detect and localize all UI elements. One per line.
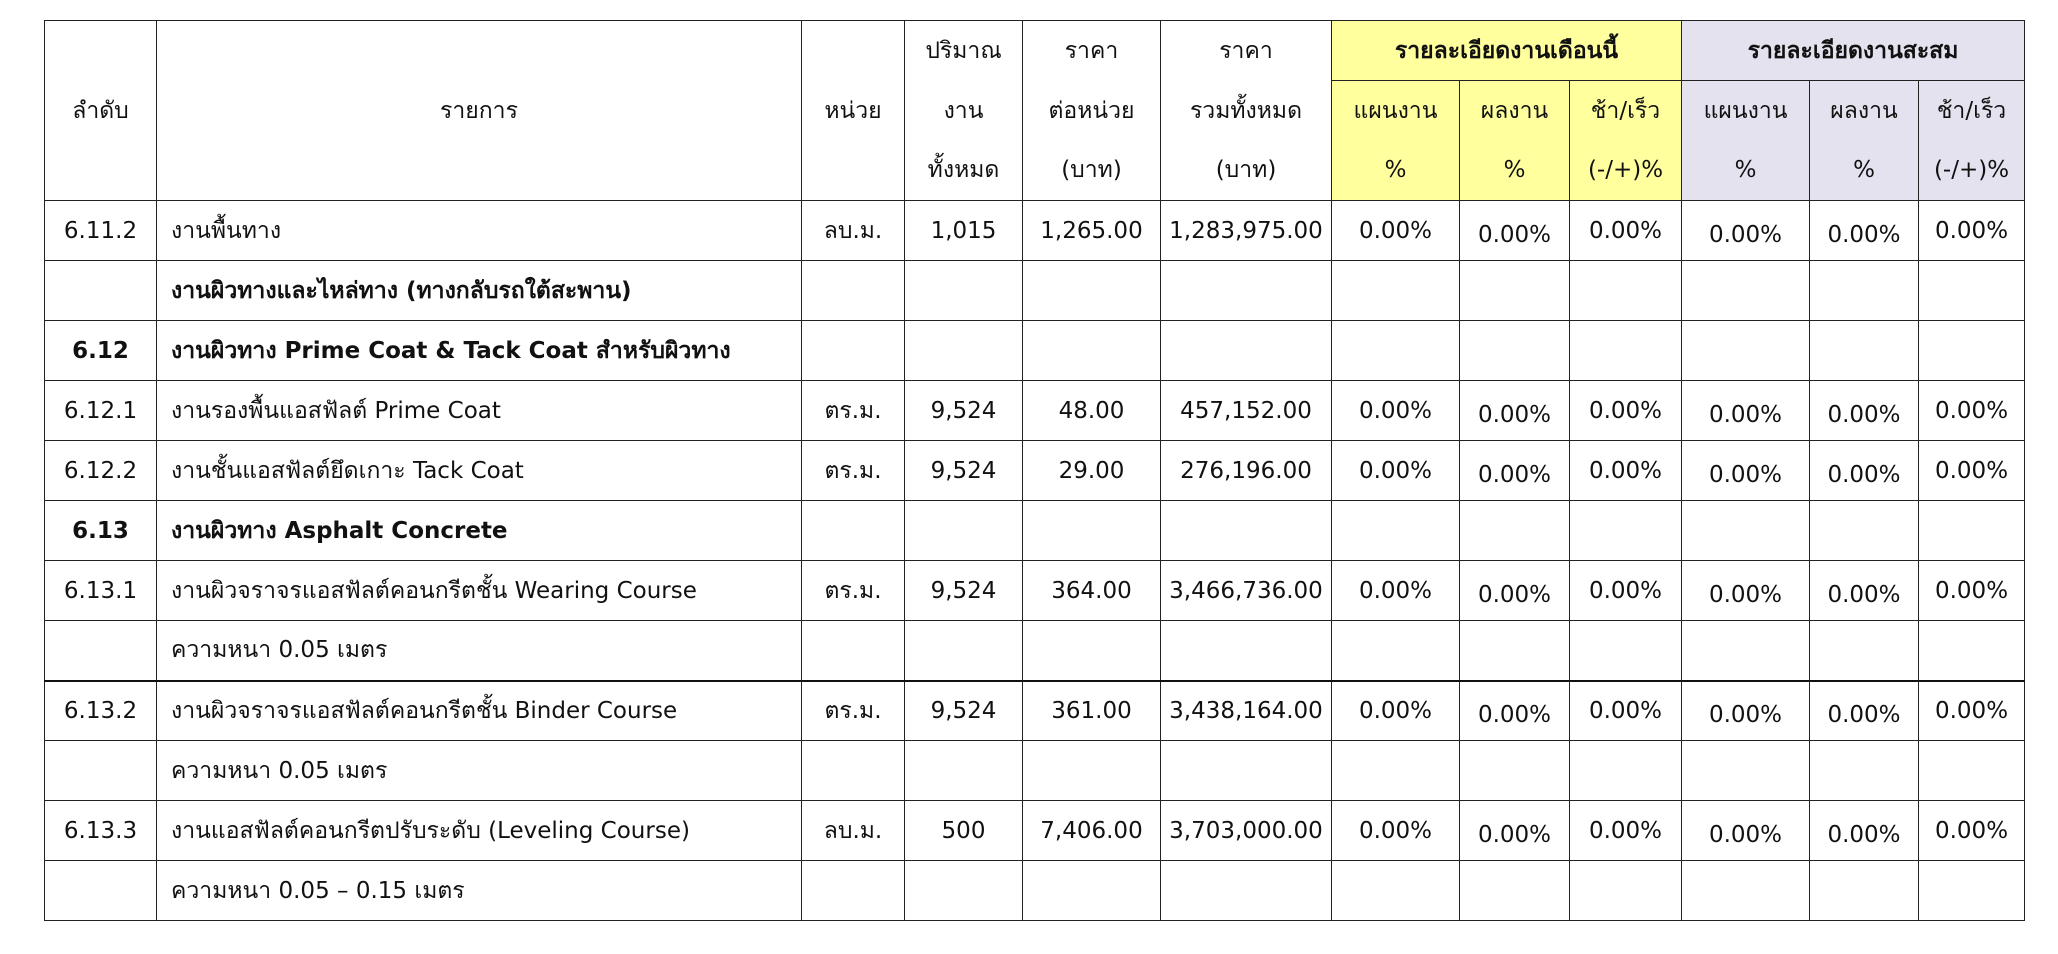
row-cum-result — [1810, 501, 1919, 561]
row-month-plan — [1332, 501, 1460, 561]
row-total — [1161, 321, 1332, 381]
header-cum-result-unit: % — [1810, 141, 1919, 201]
row-unit-price — [1023, 261, 1161, 321]
row-no: 6.13 — [45, 501, 157, 561]
row-item: งานพื้นทาง — [157, 201, 802, 261]
header-group-cumulative: รายละเอียดงานสะสม — [1682, 21, 2025, 81]
header-no-bottom — [45, 141, 157, 201]
row-cum-plan: 0.00% — [1682, 201, 1810, 261]
row-month-plan: 0.00% — [1332, 381, 1460, 441]
table-row — [45, 561, 2025, 621]
row-month-diff — [1570, 861, 1682, 921]
row-qty: 500 — [905, 801, 1023, 861]
row-cum-diff — [1919, 861, 2025, 921]
row-cum-diff — [1919, 501, 2025, 561]
row-unit — [802, 261, 905, 321]
row-qty — [905, 741, 1023, 801]
table-row — [45, 861, 2025, 921]
row-unit — [802, 501, 905, 561]
row-item: งานผิวจราจรแอสฟัลต์คอนกรีตชั้น Wearing Course — [157, 561, 802, 621]
row-no — [45, 261, 157, 321]
row-unit-price: 361.00 — [1023, 681, 1161, 741]
row-unit-price: 364.00 — [1023, 561, 1161, 621]
row-total — [1161, 861, 1332, 921]
row-unit-price — [1023, 741, 1161, 801]
row-month-plan: 0.00% — [1332, 801, 1460, 861]
row-month-plan — [1332, 321, 1460, 381]
table-row — [45, 441, 2025, 501]
row-item: งานผิวทาง Prime Coat & Tack Coat สำหรับผิวทาง — [157, 321, 802, 381]
table-row — [45, 621, 2025, 681]
header-cum-plan-unit: % — [1682, 141, 1810, 201]
row-item: ความหนา 0.05 เมตร — [157, 621, 802, 681]
row-unit-price: 48.00 — [1023, 381, 1161, 441]
row-unit: ตร.ม. — [802, 561, 905, 621]
row-unit: ลบ.ม. — [802, 801, 905, 861]
row-unit-price — [1023, 861, 1161, 921]
row-unit: ตร.ม. — [802, 441, 905, 501]
row-month-diff — [1570, 501, 1682, 561]
row-month-plan — [1332, 621, 1460, 681]
row-month-diff — [1570, 621, 1682, 681]
row-item: งานผิวทางและไหล่ทาง (ทางกลับรถใต้สะพาน) — [157, 261, 802, 321]
row-item: งานชั้นแอสฟัลต์ยึดเกาะ Tack Coat — [157, 441, 802, 501]
header-no: ลำดับ — [45, 81, 157, 141]
row-cum-diff: 0.00% — [1919, 201, 2025, 261]
row-month-diff: 0.00% — [1570, 801, 1682, 861]
header-no-top — [45, 21, 157, 81]
row-item: งานรองพื้นแอสฟัลต์ Prime Coat — [157, 381, 802, 441]
row-total: 276,196.00 — [1161, 441, 1332, 501]
row-qty: 9,524 — [905, 381, 1023, 441]
row-month-diff — [1570, 261, 1682, 321]
row-unit-price — [1023, 321, 1161, 381]
row-cum-plan — [1682, 261, 1810, 321]
table-row — [45, 801, 2025, 861]
row-cum-result: 0.00% — [1810, 681, 1919, 741]
boq-progress-table — [44, 20, 2025, 921]
row-unit — [802, 321, 905, 381]
row-item: งานแอสฟัลต์คอนกรีตปรับระดับ (Leveling Course) — [157, 801, 802, 861]
row-cum-result — [1810, 741, 1919, 801]
row-month-result — [1460, 621, 1570, 681]
row-no: 6.12 — [45, 321, 157, 381]
row-month-result — [1460, 321, 1570, 381]
row-total — [1161, 621, 1332, 681]
row-total: 457,152.00 — [1161, 381, 1332, 441]
row-cum-result — [1810, 861, 1919, 921]
row-cum-result — [1810, 621, 1919, 681]
row-cum-diff: 0.00% — [1919, 561, 2025, 621]
row-cum-result — [1810, 321, 1919, 381]
row-unit-price: 29.00 — [1023, 441, 1161, 501]
row-unit-price — [1023, 501, 1161, 561]
header-qty-line3: ทั้งหมด — [905, 141, 1023, 201]
row-month-diff — [1570, 741, 1682, 801]
row-month-result — [1460, 261, 1570, 321]
row-qty: 1,015 — [905, 201, 1023, 261]
row-month-result: 0.00% — [1460, 441, 1570, 501]
row-qty — [905, 321, 1023, 381]
row-cum-plan: 0.00% — [1682, 561, 1810, 621]
row-cum-result: 0.00% — [1810, 381, 1919, 441]
table-row — [45, 741, 2025, 801]
row-cum-diff: 0.00% — [1919, 801, 2025, 861]
row-month-plan: 0.00% — [1332, 201, 1460, 261]
header-month-plan: แผนงาน — [1332, 81, 1460, 141]
header-item: รายการ — [157, 81, 802, 141]
row-cum-diff — [1919, 621, 2025, 681]
row-cum-plan — [1682, 501, 1810, 561]
row-cum-plan — [1682, 321, 1810, 381]
row-no: 6.12.2 — [45, 441, 157, 501]
header-qty-line1: ปริมาณ — [905, 21, 1023, 81]
table-row — [45, 201, 2025, 261]
row-month-plan — [1332, 261, 1460, 321]
row-month-plan: 0.00% — [1332, 681, 1460, 741]
row-qty — [905, 501, 1023, 561]
row-month-diff: 0.00% — [1570, 561, 1682, 621]
row-total: 1,283,975.00 — [1161, 201, 1332, 261]
row-month-result: 0.00% — [1460, 681, 1570, 741]
header-unit-top — [802, 21, 905, 81]
header-unit-price-line3: (บาท) — [1023, 141, 1161, 201]
row-month-diff: 0.00% — [1570, 201, 1682, 261]
row-month-result: 0.00% — [1460, 381, 1570, 441]
row-qty — [905, 621, 1023, 681]
row-month-diff: 0.00% — [1570, 441, 1682, 501]
header-month-result-unit: % — [1460, 141, 1570, 201]
row-item: ความหนา 0.05 เมตร — [157, 741, 802, 801]
row-qty — [905, 861, 1023, 921]
row-total: 3,466,736.00 — [1161, 561, 1332, 621]
row-unit-price — [1023, 621, 1161, 681]
row-cum-plan — [1682, 861, 1810, 921]
row-total — [1161, 741, 1332, 801]
header-item-bottom — [157, 141, 802, 201]
row-unit — [802, 621, 905, 681]
header-unit-bottom — [802, 141, 905, 201]
row-no — [45, 861, 157, 921]
table-row — [45, 381, 2025, 441]
row-cum-result: 0.00% — [1810, 201, 1919, 261]
row-cum-plan: 0.00% — [1682, 441, 1810, 501]
header-month-diff: ช้า/เร็ว — [1570, 81, 1682, 141]
header-month-plan-unit: % — [1332, 141, 1460, 201]
row-cum-diff — [1919, 321, 2025, 381]
row-cum-plan: 0.00% — [1682, 681, 1810, 741]
row-unit-price: 7,406.00 — [1023, 801, 1161, 861]
row-month-diff — [1570, 321, 1682, 381]
row-month-result — [1460, 741, 1570, 801]
row-unit: ลบ.ม. — [802, 201, 905, 261]
row-no: 6.11.2 — [45, 201, 157, 261]
row-total: 3,438,164.00 — [1161, 681, 1332, 741]
table-row — [45, 321, 2025, 381]
row-cum-plan: 0.00% — [1682, 801, 1810, 861]
header-cum-diff: ช้า/เร็ว — [1919, 81, 2025, 141]
row-month-result: 0.00% — [1460, 561, 1570, 621]
header-cum-result: ผลงาน — [1810, 81, 1919, 141]
row-month-plan: 0.00% — [1332, 441, 1460, 501]
row-cum-result: 0.00% — [1810, 801, 1919, 861]
row-unit: ตร.ม. — [802, 681, 905, 741]
row-cum-result: 0.00% — [1810, 441, 1919, 501]
row-cum-diff: 0.00% — [1919, 441, 2025, 501]
header-item-top — [157, 21, 802, 81]
row-cum-plan — [1682, 741, 1810, 801]
row-item: งานผิวทาง Asphalt Concrete — [157, 501, 802, 561]
row-cum-plan: 0.00% — [1682, 381, 1810, 441]
row-month-result: 0.00% — [1460, 201, 1570, 261]
header-total-price-line2: รวมทั้งหมด — [1161, 81, 1332, 141]
row-total — [1161, 501, 1332, 561]
header-group-month: รายละเอียดงานเดือนนี้ — [1332, 21, 1682, 81]
row-no: 6.13.2 — [45, 681, 157, 741]
table-row — [45, 501, 2025, 561]
row-total — [1161, 261, 1332, 321]
row-unit — [802, 741, 905, 801]
row-cum-diff — [1919, 261, 2025, 321]
row-unit: ตร.ม. — [802, 381, 905, 441]
row-no — [45, 621, 157, 681]
header-month-diff-unit: (-/+)% — [1570, 141, 1682, 201]
header-cum-plan: แผนงาน — [1682, 81, 1810, 141]
row-cum-diff — [1919, 741, 2025, 801]
row-qty: 9,524 — [905, 681, 1023, 741]
row-month-plan — [1332, 861, 1460, 921]
header-month-result: ผลงาน — [1460, 81, 1570, 141]
header-unit-price-line2: ต่อหน่วย — [1023, 81, 1161, 141]
header-unit: หน่วย — [802, 81, 905, 141]
row-no: 6.12.1 — [45, 381, 157, 441]
row-month-plan — [1332, 741, 1460, 801]
row-cum-diff: 0.00% — [1919, 681, 2025, 741]
row-qty: 9,524 — [905, 441, 1023, 501]
row-item: ความหนา 0.05 – 0.15 เมตร — [157, 861, 802, 921]
row-total: 3,703,000.00 — [1161, 801, 1332, 861]
row-cum-result — [1810, 261, 1919, 321]
header-total-price-line3: (บาท) — [1161, 141, 1332, 201]
row-month-diff: 0.00% — [1570, 681, 1682, 741]
table-row — [45, 261, 2025, 321]
row-no: 6.13.1 — [45, 561, 157, 621]
row-unit-price: 1,265.00 — [1023, 201, 1161, 261]
row-item: งานผิวจราจรแอสฟัลต์คอนกรีตชั้น Binder Course — [157, 681, 802, 741]
row-qty: 9,524 — [905, 561, 1023, 621]
row-cum-plan — [1682, 621, 1810, 681]
header-unit-price-line1: ราคา — [1023, 21, 1161, 81]
row-month-result: 0.00% — [1460, 801, 1570, 861]
row-qty — [905, 261, 1023, 321]
row-month-diff: 0.00% — [1570, 381, 1682, 441]
row-month-plan: 0.00% — [1332, 561, 1460, 621]
header-total-price-line1: ราคา — [1161, 21, 1332, 81]
row-cum-result: 0.00% — [1810, 561, 1919, 621]
header-cum-diff-unit: (-/+)% — [1919, 141, 2025, 201]
row-month-result — [1460, 501, 1570, 561]
table-row — [45, 681, 2025, 741]
header-qty-line2: งาน — [905, 81, 1023, 141]
row-month-result — [1460, 861, 1570, 921]
row-unit — [802, 861, 905, 921]
row-cum-diff: 0.00% — [1919, 381, 2025, 441]
row-no — [45, 741, 157, 801]
row-no: 6.13.3 — [45, 801, 157, 861]
